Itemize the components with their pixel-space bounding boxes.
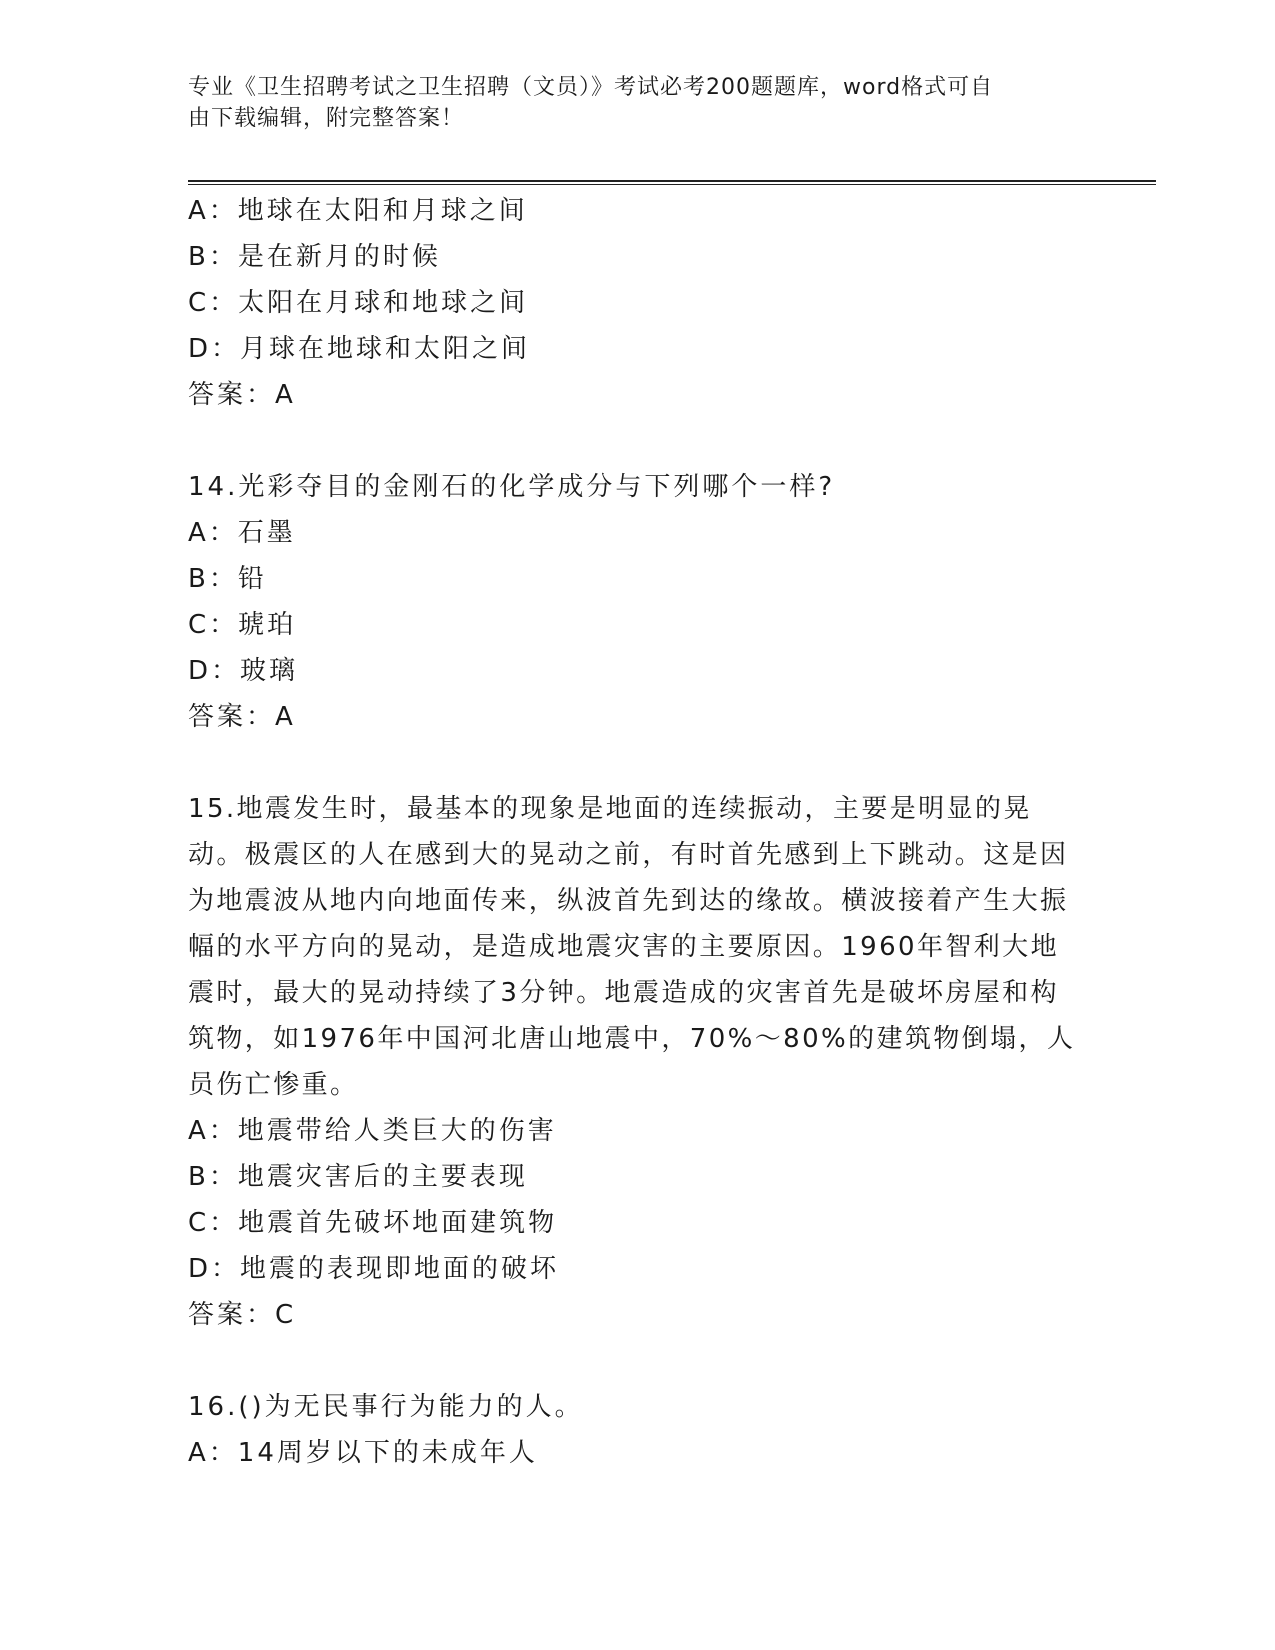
option-a: A：地球在太阳和月球之间 — [188, 196, 528, 226]
header-title-line-2: 由下载编辑，附完整答案！ — [188, 106, 465, 131]
answer-text: 答案：A — [188, 702, 296, 732]
option-c: C：太阳在月球和地球之间 — [188, 288, 529, 318]
spacer — [188, 740, 1088, 786]
question-13 — [188, 188, 1088, 418]
question-14 — [188, 464, 1088, 740]
option-b: B：铅 — [188, 564, 267, 594]
option-a: A：石墨 — [188, 518, 296, 548]
option-c: C：地震首先破坏地面建筑物 — [188, 1208, 558, 1238]
spacer — [188, 1338, 1088, 1384]
header-title-line-1: 专业《卫生招聘考试之卫生招聘（文员）》考试必考200题题库，word格式可自 — [188, 75, 994, 100]
option-d: D：月球在地球和太阳之间 — [188, 334, 531, 364]
option-d: D：玻璃 — [188, 656, 299, 686]
question-16 — [188, 1384, 1088, 1476]
question-list — [188, 188, 1088, 1476]
question-text: 16.()为无民事行为能力的人。 — [188, 1392, 584, 1422]
spacer — [188, 418, 1088, 464]
option-a: A：地震带给人类巨大的伤害 — [188, 1116, 557, 1146]
option-a: A：14周岁以下的未成年人 — [188, 1438, 538, 1468]
option-b: B：是在新月的时候 — [188, 242, 441, 272]
answer-text: 答案：A — [188, 380, 296, 410]
header-divider-thick — [188, 180, 1156, 182]
answer-text: 答案：C — [188, 1300, 297, 1330]
question-text: 14.光彩夺目的金刚石的化学成分与下列哪个一样? — [188, 472, 836, 502]
document-header — [188, 72, 1068, 134]
header-divider-thin — [188, 184, 1156, 185]
option-b: B：地震灾害后的主要表现 — [188, 1162, 528, 1192]
question-15 — [188, 786, 1088, 1338]
option-d: D：地震的表现即地面的破坏 — [188, 1254, 560, 1284]
question-text: 15.地震发生时，最基本的现象是地面的连续振动，主要是明显的晃动。极震区的人在感到大的晃动之前，有时首先感到上下跳动。这是因为地震波从地内向地面传来，纵波首先到达的缘故。横波接着产生大振幅的水平方向的晃动，是造成地震灾害的主要原因。1960年智利大地震时，最大的晃动持续了3分钟。地震造成的灾害首先是破坏房屋和构筑物，如1976年中国河北唐山地震中，70%～80%的建筑物倒塌，人员伤亡惨重。 — [188, 794, 1076, 1100]
option-c: C：琥珀 — [188, 610, 297, 640]
